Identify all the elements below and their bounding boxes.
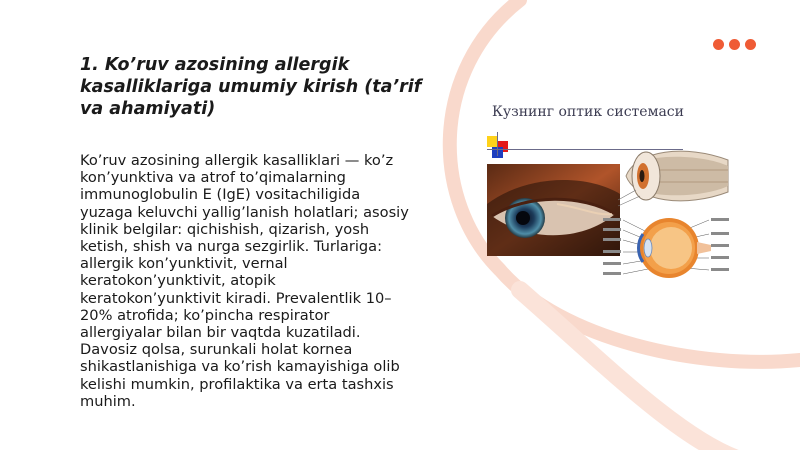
dot-icon [713, 39, 724, 50]
slide-title: 1. Ko’ruv azosining allergik kasalliklariga umumiy kirish (ta’rif va ahamiyati) [80, 55, 422, 119]
eye-side-view-illustration [616, 140, 730, 212]
slide-body-text: Ko’ruv azosining allergik kasalliklari — ko’z kon’yunktiva va atrof to’qimalarning immunoglobulin E (IgE) vositachiligida yuzaga keluvchi yallig’lanish holatlari; asosiy klinik belgilar: qichishish, qizarish, yosh ketish, shish va nurga sezgirlik. Turlariga: allergik kon’yunktivit, vernal keratokon’yunktivit, atopik keratokon’yunktivit kiradi. Prevalentlik 10–20% atrofida; ko’pincha respirator allergiyalar bilan bir vaqtda kuzatiladi. Davosiz qolsa, surunkali holat kornea shikastlanishiga va ko’rish kamayishiga olib kelishi mumkin, profilaktika va erta tashxis muhim. [80, 152, 409, 410]
dot-icon [745, 39, 756, 50]
color-squares-decoration [487, 136, 509, 158]
decorative-dots [713, 39, 756, 50]
dot-icon [729, 39, 740, 50]
figure-divider-vertical [497, 132, 498, 156]
eye-cross-section-diagram [601, 212, 731, 284]
figure-caption: Кузнинг оптик системаси [492, 104, 684, 120]
